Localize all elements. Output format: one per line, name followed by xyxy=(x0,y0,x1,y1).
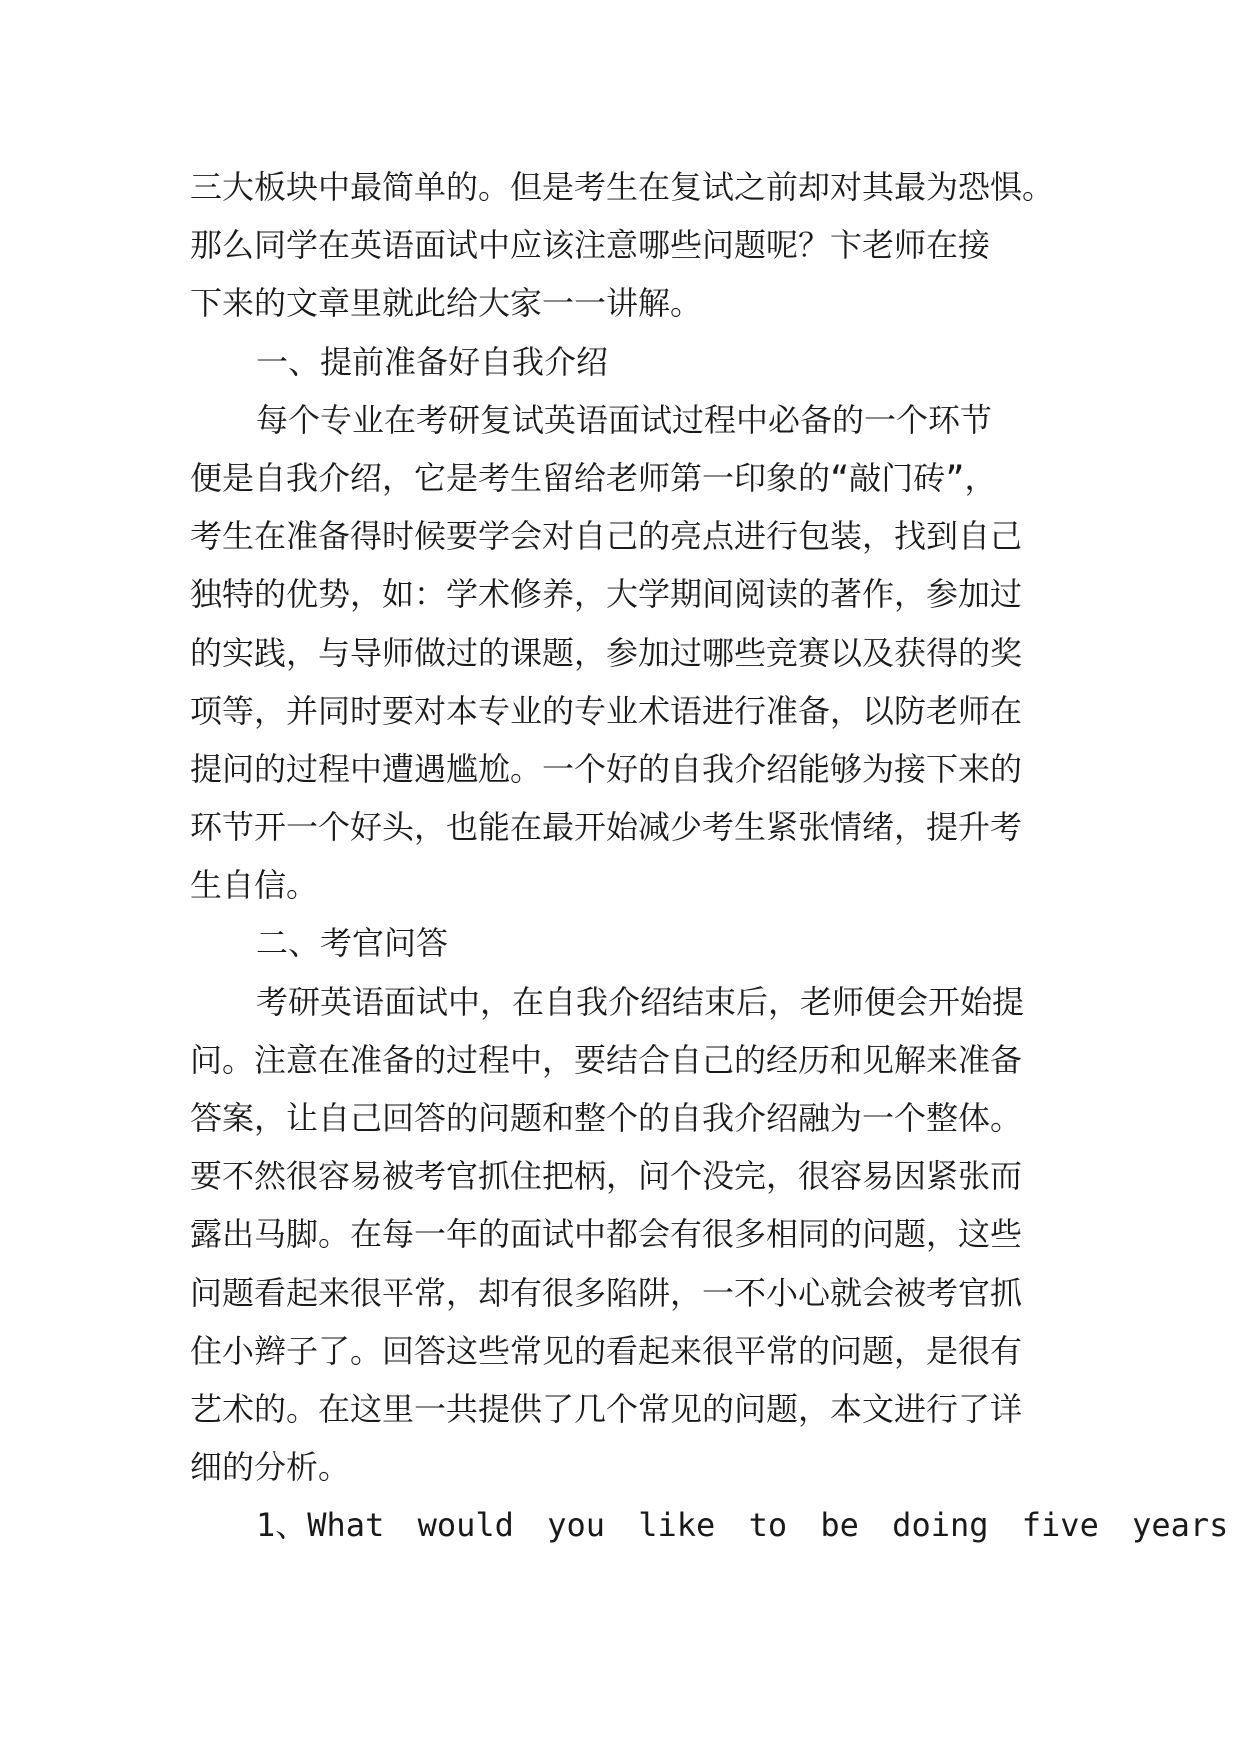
text-line: 提问的过程中遭遇尴尬。一个好的自我介绍能够为接下来的 xyxy=(190,749,1023,788)
section-heading-2: 二、考官问答 xyxy=(256,924,449,963)
paragraph-start: 每个专业在考研复试英语面试过程中必备的一个环节 xyxy=(256,400,993,439)
text-line: 生自信。 xyxy=(190,866,319,905)
text-line: 环节开一个好头，也能在最开始减少考生紧张情绪，提升考 xyxy=(190,808,1023,847)
text-line: 住小辫子了。回答这些常见的看起来很平常的问题，是很有 xyxy=(190,1331,1023,1370)
text-line: 的实践，与导师做过的课题，参加过哪些竞赛以及获得的奖 xyxy=(190,633,1023,672)
text-line: 细的分析。 xyxy=(190,1448,351,1487)
text-line: 项等，并同时要对本专业的专业术语进行准备，以防老师在 xyxy=(190,691,1023,730)
paragraph-start: 考研英语面试中，在自我介绍结束后，老师便会开始提 xyxy=(256,982,1025,1021)
text-line: 艺术的。在这里一共提供了几个常见的问题，本文进行了详 xyxy=(190,1389,1023,1428)
question-item-1: 1、What would you like to be doing five years xyxy=(256,1506,1229,1545)
text-line: 下来的文章里就此给大家一一讲解。 xyxy=(190,284,703,323)
text-line: 考生在准备得时候要学会对自己的亮点进行包装，找到自己 xyxy=(190,517,1023,556)
document-body xyxy=(190,158,1229,1555)
text-line: 露出马脚。在每一年的面试中都会有很多相同的问题，这些 xyxy=(190,1215,1023,1254)
text-line: 那么同学在英语面试中应该注意哪些问题呢？卞老师在接 xyxy=(190,226,991,265)
text-line: 问题看起来很平常，却有很多陷阱，一不小心就会被考官抓 xyxy=(190,1273,1023,1312)
text-line: 独特的优势，如：学术修养，大学期间阅读的著作，参加过 xyxy=(190,575,1023,614)
section-heading-1: 一、提前准备好自我介绍 xyxy=(256,342,609,381)
text-line: 要不然很容易被考官抓住把柄，问个没完，很容易因紧张而 xyxy=(190,1157,1023,1196)
text-line: 便是自我介绍，它是考生留给老师第一印象的“敲门砖”， xyxy=(190,458,997,497)
text-line: 三大板块中最简单的。但是考生在复试之前却对其最为恐惧。 xyxy=(190,168,1055,206)
text-line: 问。注意在准备的过程中，要结合自己的经历和见解来准备 xyxy=(190,1040,1023,1079)
text-line: 答案，让自己回答的问题和整个的自我介绍融为一个整体。 xyxy=(190,1099,1023,1137)
